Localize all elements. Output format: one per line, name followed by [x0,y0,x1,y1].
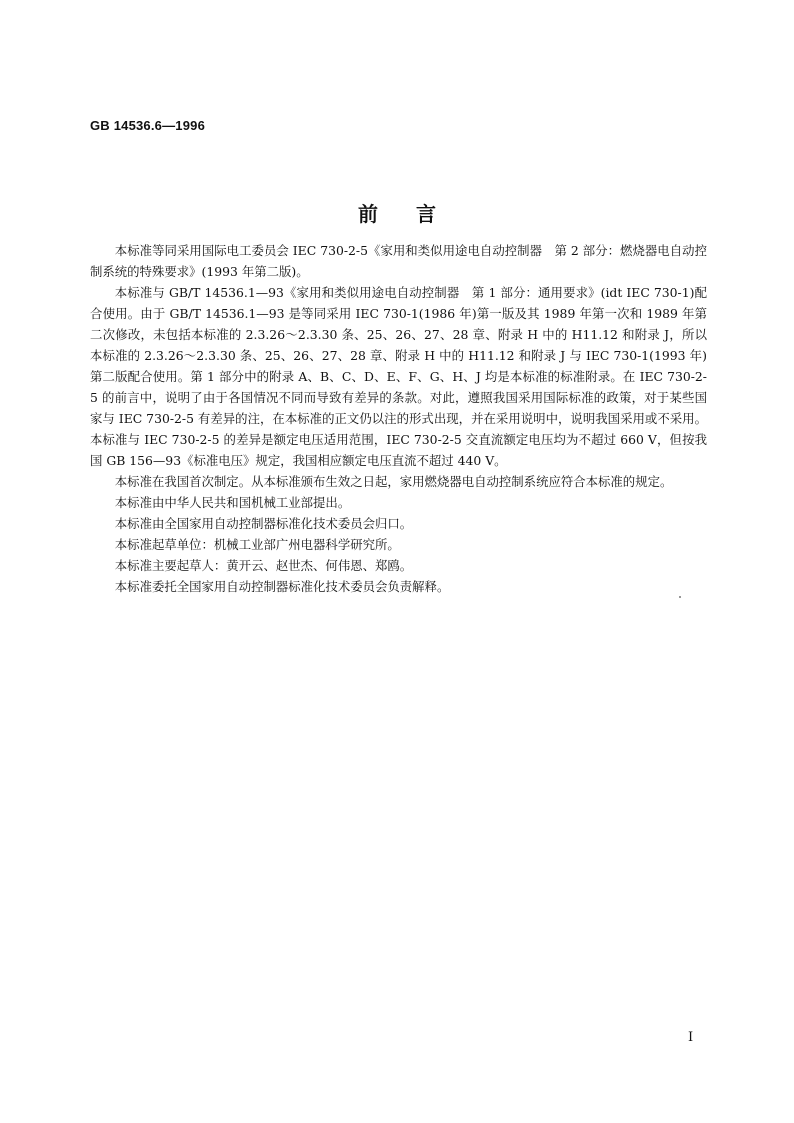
paragraph-drafting-unit: 本标准起草单位：机械工业部广州电器科学研究所。 [114,537,400,552]
paragraph-adoption: 本标准等同采用国际电工委员会 IEC 730-2-5《家用和类似用途电自动控制器 第 2 部分：燃烧器电自动控制系统的特殊要求》(1993 年第二版)。 [90,243,707,279]
scan-speck [679,596,681,598]
paragraph-first-issue: 本标准在我国首次制定。从本标准颁布生效之日起，家用燃烧器电自动控制系统应符合本标准的规定。 [114,474,673,489]
foreword-body [90,240,707,597]
paragraph-drafters: 本标准主要起草人：黄开云、赵世杰、何伟恩、郑鸥。 [114,558,413,573]
page-number: I [688,1030,694,1045]
page-title: 前言 [358,202,474,226]
paragraph-proposer: 本标准由中华人民共和国机械工业部提出。 [114,495,351,510]
standard-code: GB 14536.6—1996 [90,118,206,133]
paragraph-relationship: 本标准与 GB/T 14536.1—93《家用和类似用途电自动控制器 第 1 部分：通用要求》(idt IEC 730-1)配合使用。由于 GB/T 14536.1—93 是等同采用 IEC 730-1(1986 年)第一版及其 1989 年第一次和 1989 年第二次修改，未包括本标准的 2.3.26～2.3.30 条、25、26、27、28 章、附录 H 中的 H11.12 和附录 J，所以本标准的 2.3.26～2.3.30 条、25、26、27、28 章、附录 H 中的 H11.12 和附录 J 与 IEC 730-1(1993 年)第二版配合使用。第 1 部分中的附录 A、B、C、D、E、F、G、H、J 均是本标准的标准附录。在 IEC 730-2-5 的前言中，说明了由于各国情况不同而导致有差异的条款。对此，遵照我国采用国际标准的政策，对于某些国家与 IEC 730-2-5 有差异的注，在本标准的正文仍以注的形式出现，并在采用说明中，说明我国采用或不采用。本标准与 IEC 730-2-5 的差异是额定电压适用范围，IEC 730-2-5 交直流额定电压均为不超过 660 V，但按我国 GB 156—93《标准电压》规定，我国相应额定电压直流不超过 440 V。 [90,285,707,468]
paragraph-interpretation: 本标准委托全国家用自动控制器标准化技术委员会负责解释。 [114,579,450,594]
paragraph-responsible-committee: 本标准由全国家用自动控制器标准化技术委员会归口。 [114,516,413,531]
